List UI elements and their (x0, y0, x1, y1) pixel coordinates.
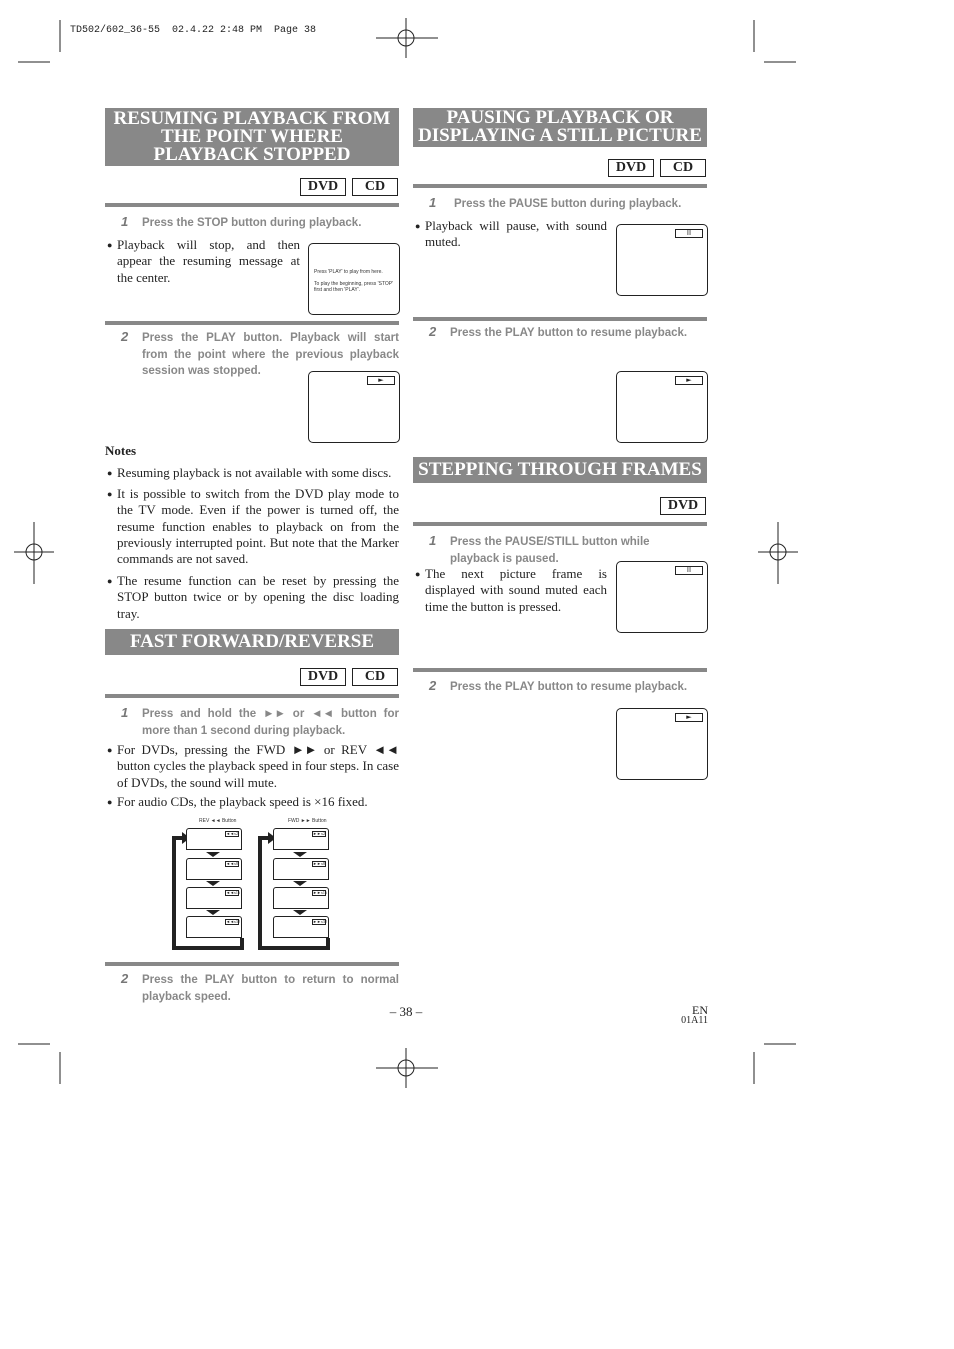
resume-step2-text: Press the PLAY button. Playback will start from the point where the previous playback session was stopped. (142, 332, 399, 377)
bullet-dot: ● (107, 576, 113, 586)
resume-divider-2 (105, 321, 399, 325)
step-divider-1 (413, 522, 707, 526)
arrow-down-icon (206, 881, 220, 886)
fast-bullet-1: For DVDs, pressing the FWD ►► or REV ◄◄ button cycles the playback speed in four steps. In case of DVDs, the sound will mute. (117, 742, 399, 790)
pause-step2-text: Press the PLAY button to resume playback. (450, 327, 688, 339)
arrow-down-icon (293, 852, 307, 857)
fwd-step-label-1: ►►x2 (313, 831, 325, 836)
document-code: 01A11 (681, 1015, 708, 1026)
fast-title-banner (105, 629, 399, 655)
step-title-banner (413, 457, 707, 483)
bullet-dot: ● (107, 489, 113, 499)
fwd-step-screen-3 (273, 887, 329, 909)
pause-tv-screen-play (616, 371, 708, 443)
language-code: EN (692, 1003, 708, 1017)
resume-tv-screen-message (308, 243, 400, 315)
resume-cd-tag: CD (352, 178, 398, 196)
fwd-step-label-2: ►►x8 (313, 861, 325, 866)
resume-title-line-1: RESUMING PLAYBACK FROM (113, 108, 391, 129)
step-title: STEPPING THROUGH FRAMES (418, 459, 702, 480)
pause-cd-tag: CD (660, 159, 706, 177)
page-number: – 38 – (389, 1004, 423, 1019)
fast-step2-number: 2 (121, 971, 129, 986)
rev-step-screen-4 (186, 916, 242, 938)
fwd-button-label: FWD ►► Button (288, 818, 327, 824)
fwd-step-label-3: ►►x16 (313, 890, 327, 895)
rev-step-screen-1 (186, 828, 242, 850)
bullet-dot: ● (415, 569, 421, 579)
bullet-dot: ● (107, 797, 113, 807)
bullet-dot: ● (415, 221, 421, 231)
resume-title-line-3: PLAYBACK STOPPED (153, 144, 351, 165)
resume-screen-line-1: Press 'PLAY' to play from here. (314, 269, 383, 275)
play-icon: ► (675, 713, 703, 722)
rev-step-screen-2 (186, 858, 242, 880)
fast-title: FAST FORWARD/REVERSE (129, 631, 375, 652)
resume-step1-text: Press the STOP button during playback. (142, 217, 362, 229)
note-item-3: The resume function can be reset by pressing the STOP button twice or by opening the disc loading tray. (117, 573, 399, 621)
arrow-down-icon (206, 910, 220, 915)
fast-step1-text: Press and hold the ►► or ◄◄ button for more than 1 second during playback. (142, 708, 399, 737)
pause-dvd-tag: DVD (608, 159, 654, 177)
rev-step-label-4: ◄◄x32 (226, 919, 240, 924)
step-step2-text: Press the PLAY button to resume playback. (450, 681, 688, 693)
arrow-down-icon (293, 910, 307, 915)
resume-tv-screen-play (308, 371, 400, 443)
rev-step-label-2: ◄◄x8 (226, 861, 238, 866)
step-step1-number: 1 (429, 533, 437, 548)
pause-bullet: Playback will pause, with sound muted. (425, 218, 607, 250)
resume-title-banner (105, 108, 399, 166)
rev-step-label-3: ◄◄x16 (226, 890, 240, 895)
fast-dvd-tag: DVD (300, 668, 346, 686)
pause-title-line-2: DISPLAYING A STILL PICTURE (418, 125, 702, 146)
arrow-down-icon (293, 881, 307, 886)
pause-icon: II (675, 566, 703, 575)
notes-heading: Notes (105, 443, 137, 458)
resume-divider-1 (105, 203, 399, 207)
pause-title-banner (413, 108, 707, 147)
bullet-dot: ● (107, 468, 113, 478)
step-dvd-tag: DVD (660, 497, 706, 515)
resume-step2-number: 2 (121, 329, 129, 344)
step-bullet: The next picture frame is displayed with sound muted each time the button is pressed. (425, 566, 607, 614)
fast-cd-tag: CD (352, 668, 398, 686)
resume-screen-line-2: To play the beginning, press 'STOP' first and then 'PLAY'. (314, 281, 394, 293)
pause-title-line-1: PAUSING PLAYBACK OR (446, 107, 674, 128)
arrow-down-icon (206, 852, 220, 857)
fwd-step-label-4: ►►x32 (313, 919, 327, 924)
step-tv-screen (616, 561, 708, 633)
pause-divider-1 (413, 184, 707, 188)
print-header: TD502/602_36-55 02.4.22 2:48 PM Page 38 (70, 25, 317, 36)
note-item-1: Resuming playback is not available with some discs. (117, 465, 392, 480)
fast-divider-2 (105, 962, 399, 966)
bullet-dot: ● (107, 240, 113, 250)
fast-step2-text: Press the PLAY button to return to normal playback speed. (142, 974, 399, 1003)
fast-bullet-2: For audio CDs, the playback speed is ×16 fixed. (117, 794, 368, 809)
step-divider-2 (413, 668, 707, 672)
resume-step1-bullet: Playback will stop, and then appear the resuming message at the center. (117, 237, 300, 285)
fast-divider-1 (105, 694, 399, 698)
step-step1-text: Press the PAUSE/STILL button while playback is paused. (450, 536, 650, 565)
pause-icon: II (675, 229, 703, 238)
play-icon: ► (367, 376, 395, 385)
rev-step-label-1: ◄◄x2 (226, 831, 238, 836)
step-step2-number: 2 (429, 678, 437, 693)
fwd-step-screen-4 (273, 916, 329, 938)
resume-title-line-2: THE POINT WHERE (161, 126, 343, 147)
resume-step1-number: 1 (121, 214, 129, 229)
pause-step1-number: 1 (429, 195, 437, 210)
rev-step-screen-3 (186, 887, 242, 909)
pause-tv-screen (616, 224, 708, 296)
bullet-dot: ● (107, 745, 113, 755)
fast-step1-number: 1 (121, 705, 129, 720)
resume-dvd-tag: DVD (300, 178, 346, 196)
pause-divider-2 (413, 317, 707, 321)
step-tv-screen-play (616, 708, 708, 780)
fwd-step-screen-1 (273, 828, 329, 850)
rev-button-label: REV ◄◄ Button (199, 818, 237, 824)
note-item-2: It is possible to switch from the DVD play mode to the TV mode. Even if the power is turned off, the resume function enables to playback on from the previously interrupted point. But note that the Marker commands are not saved. (117, 486, 399, 567)
pause-step1-text: Press the PAUSE button during playback. (454, 198, 682, 210)
fwd-step-screen-2 (273, 858, 329, 880)
play-icon: ► (675, 376, 703, 385)
pause-step2-number: 2 (429, 324, 437, 339)
